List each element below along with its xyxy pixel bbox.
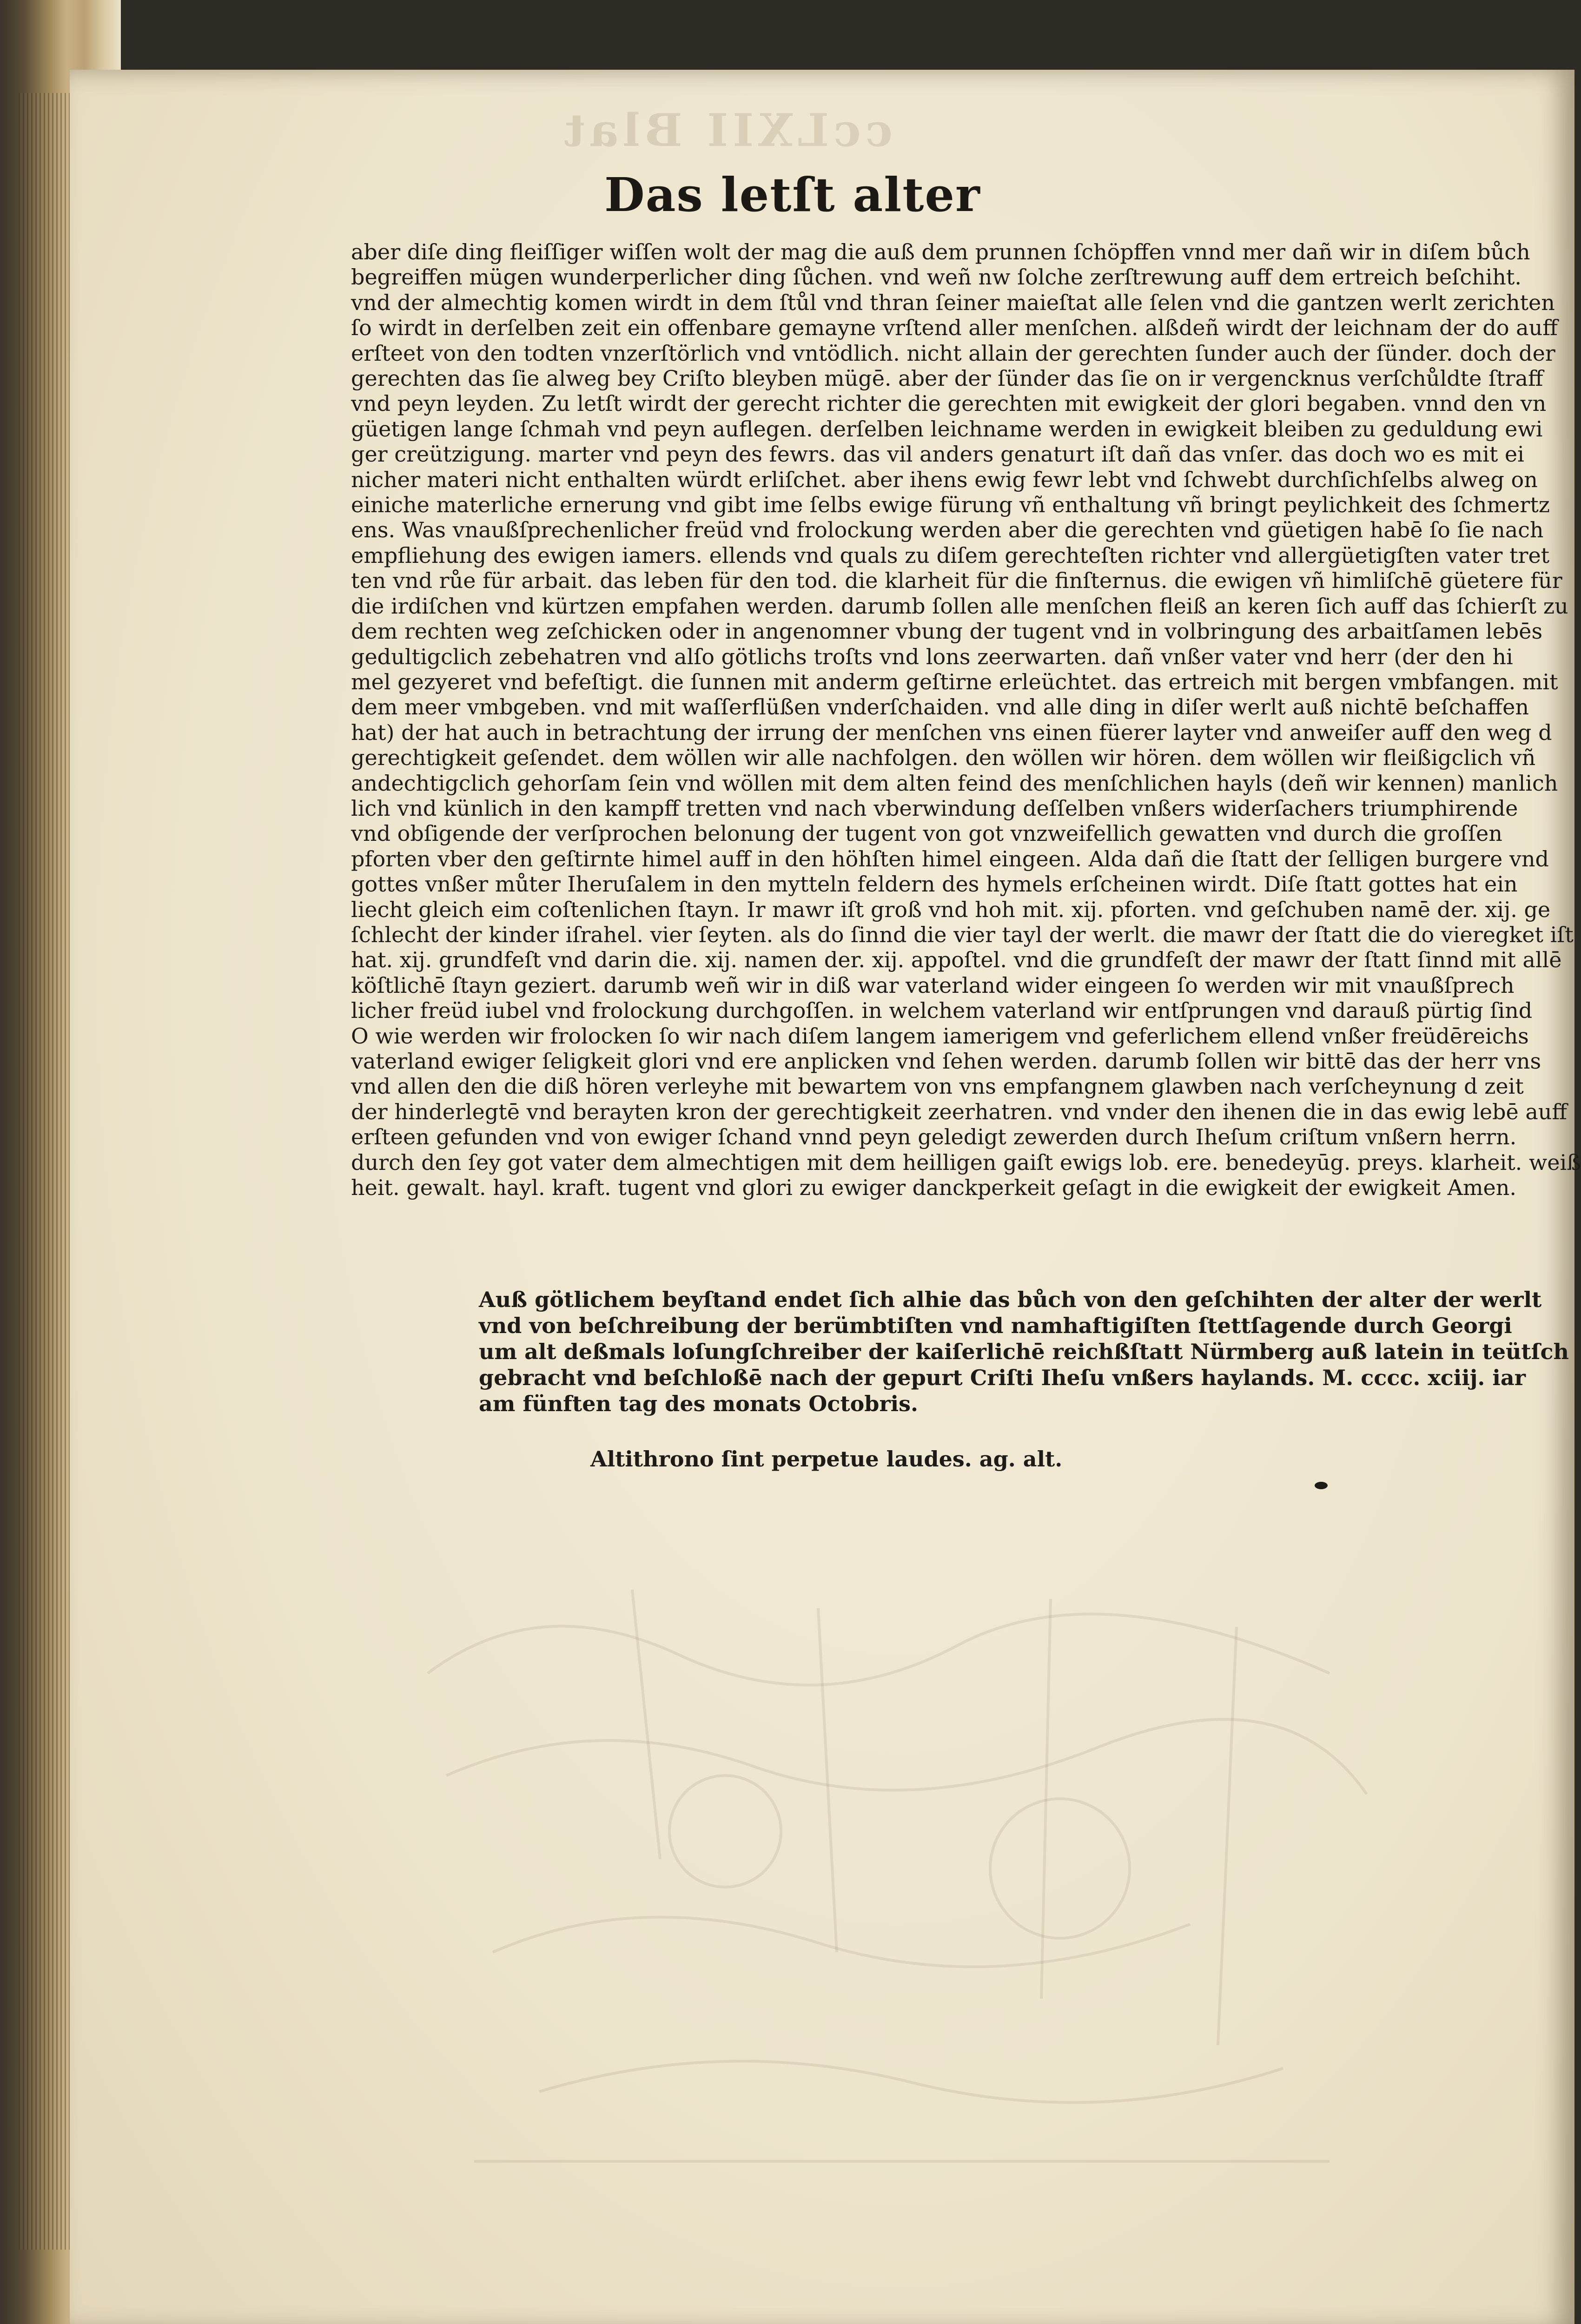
text-line: erſteet von den todten vnzerſtörlich vnd vntödlich. nicht allain der gerechten ſunder auch der ſünder. doch der: [351, 340, 1555, 366]
text-line: erſteen gefunden vnd von ewiger ſchand vnnd peyn geledigt zewerden durch Iheſum criſtum vnßern herrn.: [351, 1124, 1517, 1150]
text-line: aber diſe ding fleiſſiger wiſſen wolt der mag die auß dem prunnen ſchöpffen vnnd mer dañ wir in diſem bůch: [351, 239, 1530, 264]
text-line: heit. gewalt. hayl. kraft. tugent vnd glori zu ewiger danckperkeit geſagt in die ewigkeit der ewigkeit Amen.: [351, 1175, 1516, 1201]
colophon-line: gebracht vnd beſchloßē nach der gepurt Criſti Iheſu vnßers haylands. M. cccc. xciij. iar: [479, 1365, 1526, 1390]
colophon-line: am fünften tag des monats Octobris.: [479, 1391, 919, 1416]
text-line: güetigen lange ſchmah vnd peyn auflegen. derſelben leichname werden in ewigkeit bleiben zu geduldung ewi: [351, 416, 1543, 442]
ink-mark: [1315, 1482, 1328, 1489]
bleed-through-woodcut: [400, 1534, 1395, 2194]
colophon-line: vnd von beſchreibung der berümbtiſten vnd namhaftigiſten ſtettſagende durch Georgi: [479, 1313, 1512, 1338]
text-line: hat) der hat auch in betrachtung der irrung der menſchen vns einen füerer layter vnd anweiſer auff den weg d: [351, 720, 1552, 745]
text-line: ger creützigung. marter vnd peyn des fewrs. das vil anders genaturt iſt dañ das vnſer. das doch wo es mit ei: [351, 442, 1524, 467]
text-line: einiche materliche ernerung vnd gibt ime ſelbs ewige fürung vñ enthaltung vñ bringt peylichkeit des ſchmertz: [351, 492, 1550, 518]
colophon-line: um alt deßmals loſungſchreiber der kaiſerlichē reichßſtatt Nürmberg auß latein in teütſch: [479, 1339, 1569, 1364]
text-line: gottes vnßer můter Iheruſalem in den mytteln feldern des hymels erſcheinen wirdt. Diſe ſtatt gottes hat ein: [351, 872, 1518, 897]
text-line: begreiffen mügen wunderperlicher ding ſůchen. vnd weñ nw ſolche zerſtrewung auff dem ertreich beſchiht.: [351, 264, 1522, 290]
text-line: köſtlichē ſtayn geziert. darumb weñ wir in diß war vaterland wider eingeen ſo werden wir mit vnaußſprech: [351, 972, 1515, 998]
bleed-through-title: ccLXII Blat: [559, 104, 893, 157]
colophon: [479, 1287, 1569, 1417]
text-line: dem meer vmbgeben. vnd mit waſſerflüßen vnderſchaiden. vnd alle ding in diſer werlt auß nichtē beſchaffen: [351, 694, 1529, 720]
text-line: O wie werden wir frolocken ſo wir nach diſem langem iamerigem vnd geferlichem ellend vnßer freüdēreichs: [351, 1023, 1529, 1049]
body-text: [351, 239, 1581, 1201]
text-line: mel gezyeret vnd befeſtigt. die ſunnen mit anderm geſtirne erleüchtet. das ertreich mit bergen vmbfangen. mit: [351, 669, 1558, 694]
text-line: andechtigclich gehorſam ſein vnd wöllen mit dem alten feind des menſchlichen hayls (deñ wir kennen) manlich: [351, 770, 1558, 796]
text-line: pforten vber den geſtirnte himel auff in den höhſten himel eingeen. Alda dañ die ſtatt der ſelligen burgere vnd: [351, 846, 1549, 872]
text-line: gerechten das ſie alweg bey Criſto bleyben mügē. aber der ſünder das ſie on ir vergencknus verſchůldte ſtraff: [351, 366, 1543, 391]
text-line: vnd peyn leyden. Zu letſt wirdt der gerecht richter die gerechten mit ewigkeit der glori begaben. vnnd den vn: [351, 391, 1547, 416]
text-line: ſchlecht der kinder iſrahel. vier ſeyten. als do ſinnd die vier tayl der werlt. die mawr der ſtatt die do vieregket iſt: [351, 922, 1574, 947]
text-line: empfliehung des ewigen iamers. ellends vnd quals zu diſem gerechteſten richter vnd allergüetigſten vater tret: [351, 542, 1550, 568]
text-line: liecht gleich eim coſtenlichen ſtayn. Ir mawr iſt groß vnd hoh mit. xij. pforten. vnd geſchuben namē der. xij. ge: [351, 897, 1551, 922]
text-line: lich vnd künlich in den kampff tretten vnd nach vberwindung deſſelben vnßers widerſachers triumphirende: [351, 795, 1518, 821]
text-line: ens. Was vnaußſprechenlicher freüd vnd frolockung werden aber die gerechten vnd güetigen habē ſo ſie nach: [351, 517, 1544, 543]
running-title: Das letſt alter: [604, 167, 981, 222]
text-line: die irdiſchen vnd kürtzen empfahen werden. darumb ſollen alle menſchen fleiß an keren ſich auff das ſchierſt zu: [351, 593, 1568, 619]
text-line: der hinderlegtē vnd berayten kron der gerechtigkeit zeerhatren. vnd vnder den ihenen die in das ewig lebē auff: [351, 1099, 1568, 1124]
text-line: vaterland ewiger ſeligkeit glori vnd ere anplicken vnd ſehen werden. darumb ſollen wir bittē das der herr vns: [351, 1049, 1541, 1074]
text-line: nicher materi nicht enthalten würdt erliſchet. aber ihens ewig fewr lebt vnd ſchwebt durchſichſelbs alweg on: [351, 467, 1538, 492]
text-line: ſo wirdt in derſelben zeit ein offenbare gemayne vrſtend aller menſchen. alßdeñ wirdt der leichnam der do auff: [351, 315, 1558, 341]
text-line: vnd allen den die diß hören verleyhe mit bewartem von vns empfangnem glawben nach verſcheynung d zeit: [351, 1074, 1524, 1099]
text-line: dem rechten weg zeſchicken oder in angenomner vbung der tugent vnd in volbringung des arbaitſamen lebēs: [351, 619, 1543, 644]
text-line: durch den ſey got vater dem almechtigen mit dem heilligen gaiſt ewigs lob. ere. benedeyūg. preys. klarheit. weiß: [351, 1149, 1581, 1175]
colophon-line: Auß götlichem beyſtand endet ſich alhie das bůch von den geſchihten der alter der werlt: [479, 1287, 1542, 1312]
text-line: vnd der almechtig komen wirdt in dem ſtůl vnd thran ſeiner maieſtat alle ſelen vnd die gantzen werlt zerichten: [351, 290, 1555, 315]
closing-motto: Altithrono ſint perpetue laudes. ag. alt.: [590, 1446, 1063, 1472]
text-line: vnd obſigende der verſprochen belonung der tugent von got vnzweifellich gewatten vnd durch die groſſen: [351, 821, 1502, 846]
text-line: ten vnd růe für arbait. das leben für den tod. die klarheit für die finſternus. die ewigen vñ himliſchē güetere für: [351, 568, 1562, 594]
text-line: hat. xij. grundfeſt vnd darin die. xij. namen der. xij. appoſtel. vnd die grundfeſt der mawr der ſtatt ſinnd mit allē: [351, 947, 1562, 973]
text-line: licher freüd iubel vnd frolockung durchgoſſen. in welchem vaterland wir entſprungen vnd darauß pürtig ſind: [351, 998, 1533, 1023]
text-line: gedultigclich zebehatren vnd alſo götlichs troſts vnd lons zeerwarten. dañ vnßer vater vnd herr (der den hi: [351, 644, 1513, 669]
text-line: gerechtigkeit geſendet. dem wöllen wir alle nachfolgen. den wöllen wir hören. dem wöllen wir fleißigclich vñ: [351, 745, 1536, 771]
